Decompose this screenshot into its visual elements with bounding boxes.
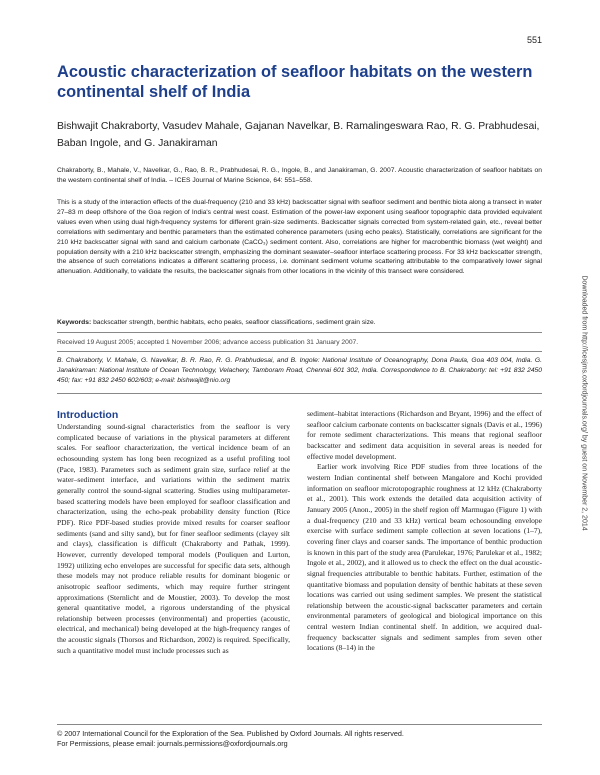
keywords [57,318,542,328]
abstract: This is a study of the interaction effects of the dual-frequency (210 and 33 kHz) backscatter signal with seafloor sediment and benthic biota along a transect in water 27–83 m deep offshore of the Goa region of India's central west coast. Estimation of the power-law exponent using seafloor topographic data provided equivalent values even when using dual high-frequency systems for different grain-size sediments. Backscatter signals corrected from system-related gain, etc., reveal better correlations with sedimentary and benthic parameters than the estimated coherence parameters (using echo peaks). Statistically, correlations are significant for the 210 kHz backscatter signal with sand and calcium carbonate (CaCO₃) sediment content. Also, correlations are higher for macrobenthic biomass (wet weight) and population density with a 210 kHz backscatter strength, emphasizing the dominant seawater–seafloor interface scattering process. For 33 kHz backscatter strength, the absence of such correlations indicates a different scattering process, i.e. dominant sediment volume scattering attributable to the comparatively lower signal attenuation. Additionally, to validate the results, the backscatter signals from other locations in the vicinity of this transect were considered. [57,199,542,276]
article-dates: Received 19 August 2005; accepted 1 November 2006; advance access publication 31 January 2007. [57,339,359,346]
citation: Chakraborty, B., Mahale, V., Navelkar, G., Rao, B. R., Prabhudesai, R. G., Ingole, B., and Janakiraman, G. 2007. Acoustic characterization of seafloor habitats on the western continental shelf of India. – ICES Journal of Marine Science, 64: 551–558. [57,167,542,184]
author-affiliations: B. Chakraborty, V. Mahale, G. Navelkar, B. R. Rao, R. G. Prabhudesai, and B. Ingole: National Institute of Oceanography, Dona Paula, Goa 403 004, India. G. Janakiraman: National Institute of Ocean Technology, Velachery, Tamboram Road, Chennai 601 302, India. Correspondence to B. Chakraborty: tel: +91 832 2450 450; fax: +91 832 2450 602/603; e-mail: bishwajit@nio.org [57,357,542,384]
footer-divider [57,724,542,725]
body-column-right [307,409,542,654]
author-list: Bishwajit Chakraborty, Vasudev Mahale, Gajanan Navelkar, B. Ramalingeswara Rao, R. G. Prabhudesai, Baban Ingole, and G. Janakiraman [57,121,540,149]
permissions-line: For Permissions, please email: journals.permissions@oxfordjournals.org [57,739,288,748]
section-heading-introduction: Introduction [57,409,119,421]
download-watermark [577,165,591,640]
copyright-notice [57,729,542,749]
divider [57,393,542,394]
divider [57,332,542,333]
paragraph: Earlier work involving Rice PDF studies from three locations of the western Indian continental shelf between Mangalore and Kochi provided information on seafloor microtopographic roughness at 12 kHz (Chakraborty et al., 2001). This work extends the detailed data acquisition activity of January 2005 (Anon., 2005) in the shelf region off Marmugao (Figure 1) with a dual-frequency (210 and 33 kHz) vertical beam echosounding envelope exercise with surface sediment sample collection at seven locations (1–7), covering finer clays and coarser sands. The importance of benthic production is known in this part of the study area (Parulekar, 1976; Parulekar et al., 1982; Ingole et al., 2002), and it allowed us to check the effect on the dual acoustic-signal frequencies attributable to benthic habitats. Further, estimation of the quantitative biomass and population density of benthic habitats at these seven locations was carried out using sediment samples. We present the statistical relationship between the acoustic-signal backscatter parameters and certain environmental parameters of geological and biological importance on this central western Indian continental shelf. In addition, we acquired dual-frequency backscatter signals and sediment samples from seven other locations (8–14) in the [307,462,542,653]
divider [57,351,542,352]
body-column-left: Understanding sound-signal characteristics from the seafloor is very complicated because of variations in the physical parameters at different scales. For seafloor characterization, the vertical incidence beam of an echosounding system has long been recognized as a useful profiling tool (Pace, 1983). Parameters such as sediment grain size, surface relief at the water–sediment interface, and variations within the sediment matrix generally control the sound-signal scattering. Studies using multiparameter-based scattering models have been employed for seafloor classification and characterization, using the echo-peak probability density function (Rice PDF). Rice PDF-based studies provide mixed results for coarser seafloor sediments (sand and silty sand), but for finer seafloor sediments (clayey silt and clays), classification is difficult (Chakraborty and Pathak, 1999). However, currently developed temporal models (Pouliquen and Lurton, 1992) utilizing echo envelopes are successful for specific data sets, although these models may not produce reliable results for dominant biogenic or anisotropic seafloor sediments, which may require further stringent approximations (Sternlicht and de Moustier, 2003). To develop the most general quantitative model, a rigorous understanding of the physical relationship between processes (environmental) and properties (acoustic, electrical, and mechanical) being developed at the high-frequency ranges of the acoustic signals (Thorsos and Richardson, 2002) is required. Specifically, such a quantitative model must include processes such as [57,422,290,655]
keywords-text: backscatter strength, benthic habitats, echo peaks, seafloor classifications, sediment grain size. [93,319,376,326]
paragraph: sediment–habitat interactions (Richardson and Bryant, 1996) and the effect of seafloor calcium carbonate contents on backscatter signals (Davis et al., 1996) for remote sediment characterizations. This means that regional seafloor backscatter and sediment data acquisition in several areas is needed for effective model development. [307,409,542,461]
page-number: 551 [526,35,542,45]
download-note: Downloaded from http://icesjms.oxfordjournals.org/ by guest on November 2, 2014 [580,274,588,531]
keywords-label: Keywords: [57,319,92,326]
copyright-line: © 2007 International Council for the Exploration of the Sea. Published by Oxford Journals. All rights reserved. [57,729,404,738]
article-title: Acoustic characterization of seafloor habitats on the western continental shelf of India [57,63,533,101]
